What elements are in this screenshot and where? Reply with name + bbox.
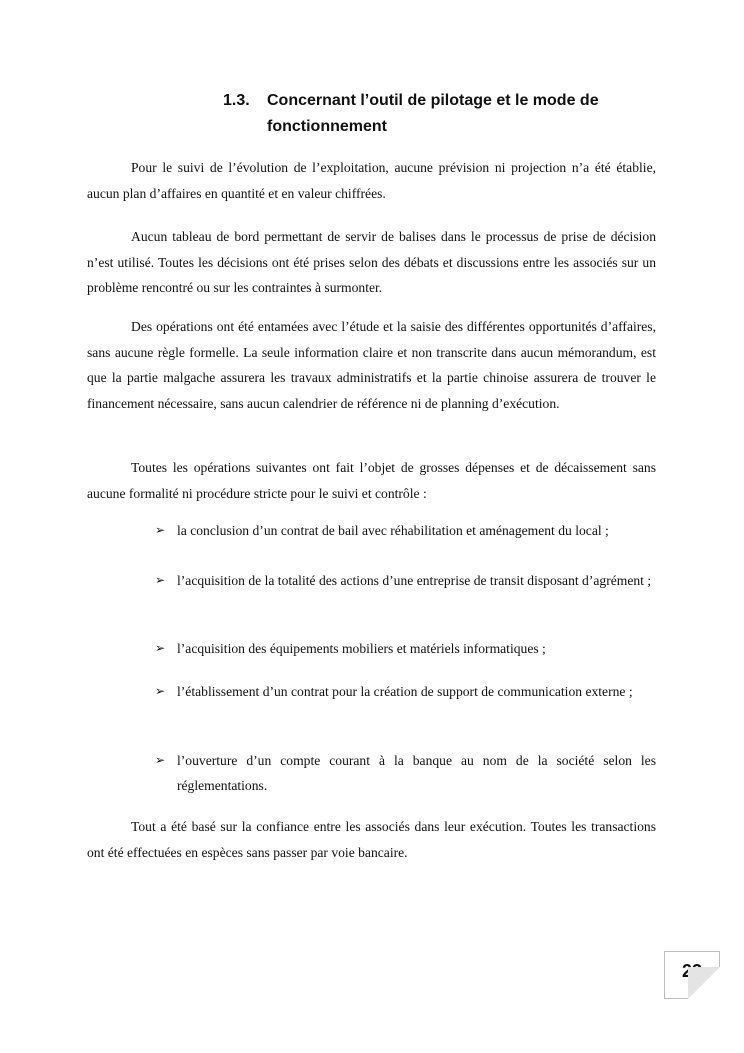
list-item-text: l’acquisition de la totalité des actions d’une entreprise de transit disposant d’agrément ; <box>177 573 652 588</box>
list-item <box>155 636 656 661</box>
heading-title-part-1: Concernant l’outil de pilotage et le mode de <box>267 92 599 109</box>
paragraph-tableau-de-bord: Aucun tableau de bord permettant de servir de balises dans le processus de prise de décision n’est utilisé. Toutes les décisions ont été prises selon des débats et discussions entre les associés sur un problème rencontré ou sur les contraintes à surmonter. <box>87 229 656 295</box>
list-item-text: l’ouverture d’un compte courant à la banque au nom de la société selon les réglementations. <box>177 753 656 793</box>
paragraph-operations: Des opérations ont été entamées avec l’étude et la saisie des différentes opportunités d’affaires, sans aucune règle formelle. La seule information claire et non transcrite dans aucun mémorandum, est que la partie malgache assurera les travaux administratifs et la partie chinoise assurera de trouver le financement nécessaire, sans aucun calendrier de référence ni de planning d’exécution. <box>87 319 656 411</box>
list-item <box>155 679 656 704</box>
list-item-text: l’établissement d’un contrat pour la création de support de communication externe ; <box>177 684 633 699</box>
heading-line-1 <box>223 88 663 114</box>
paragraph-suivi: Pour le suivi de l’évolution de l’exploitation, aucune prévision ni projection n’a été établie, aucun plan d’affaires en quantité et en valeur chiffrées. <box>87 160 656 201</box>
paragraph-confiance: Tout a été basé sur la confiance entre les associés dans leur exécution. Toutes les transactions ont été effectuées en espèces sans passer par voie bancaire. <box>87 819 656 860</box>
list-item-text: l’acquisition des équipements mobiliers et matériels informatiques ; <box>177 641 546 656</box>
section-heading <box>223 88 663 140</box>
list-item <box>155 568 656 593</box>
page-number-box <box>664 951 720 999</box>
arrow-bullet-icon: ➢ <box>155 753 166 767</box>
list-item <box>155 748 656 798</box>
heading-title-part-2: fonctionnement <box>267 118 387 135</box>
list-item <box>155 518 656 543</box>
section-number: 1.3. <box>223 92 250 109</box>
page-number: 23 <box>681 961 703 981</box>
arrow-bullet-icon: ➢ <box>155 523 166 537</box>
paragraph-depenses: Toutes les opérations suivantes ont fait l’objet de grosses dépenses et de décaissement sans aucune formalité ni procédure stricte pour le suivi et contrôle : <box>87 460 656 501</box>
page-curl-icon <box>688 967 720 999</box>
list-item-text: la conclusion d’un contrat de bail avec réhabilitation et aménagement du local ; <box>177 523 609 538</box>
arrow-bullet-icon: ➢ <box>155 684 166 698</box>
arrow-bullet-icon: ➢ <box>155 573 166 587</box>
arrow-bullet-icon: ➢ <box>155 641 166 655</box>
